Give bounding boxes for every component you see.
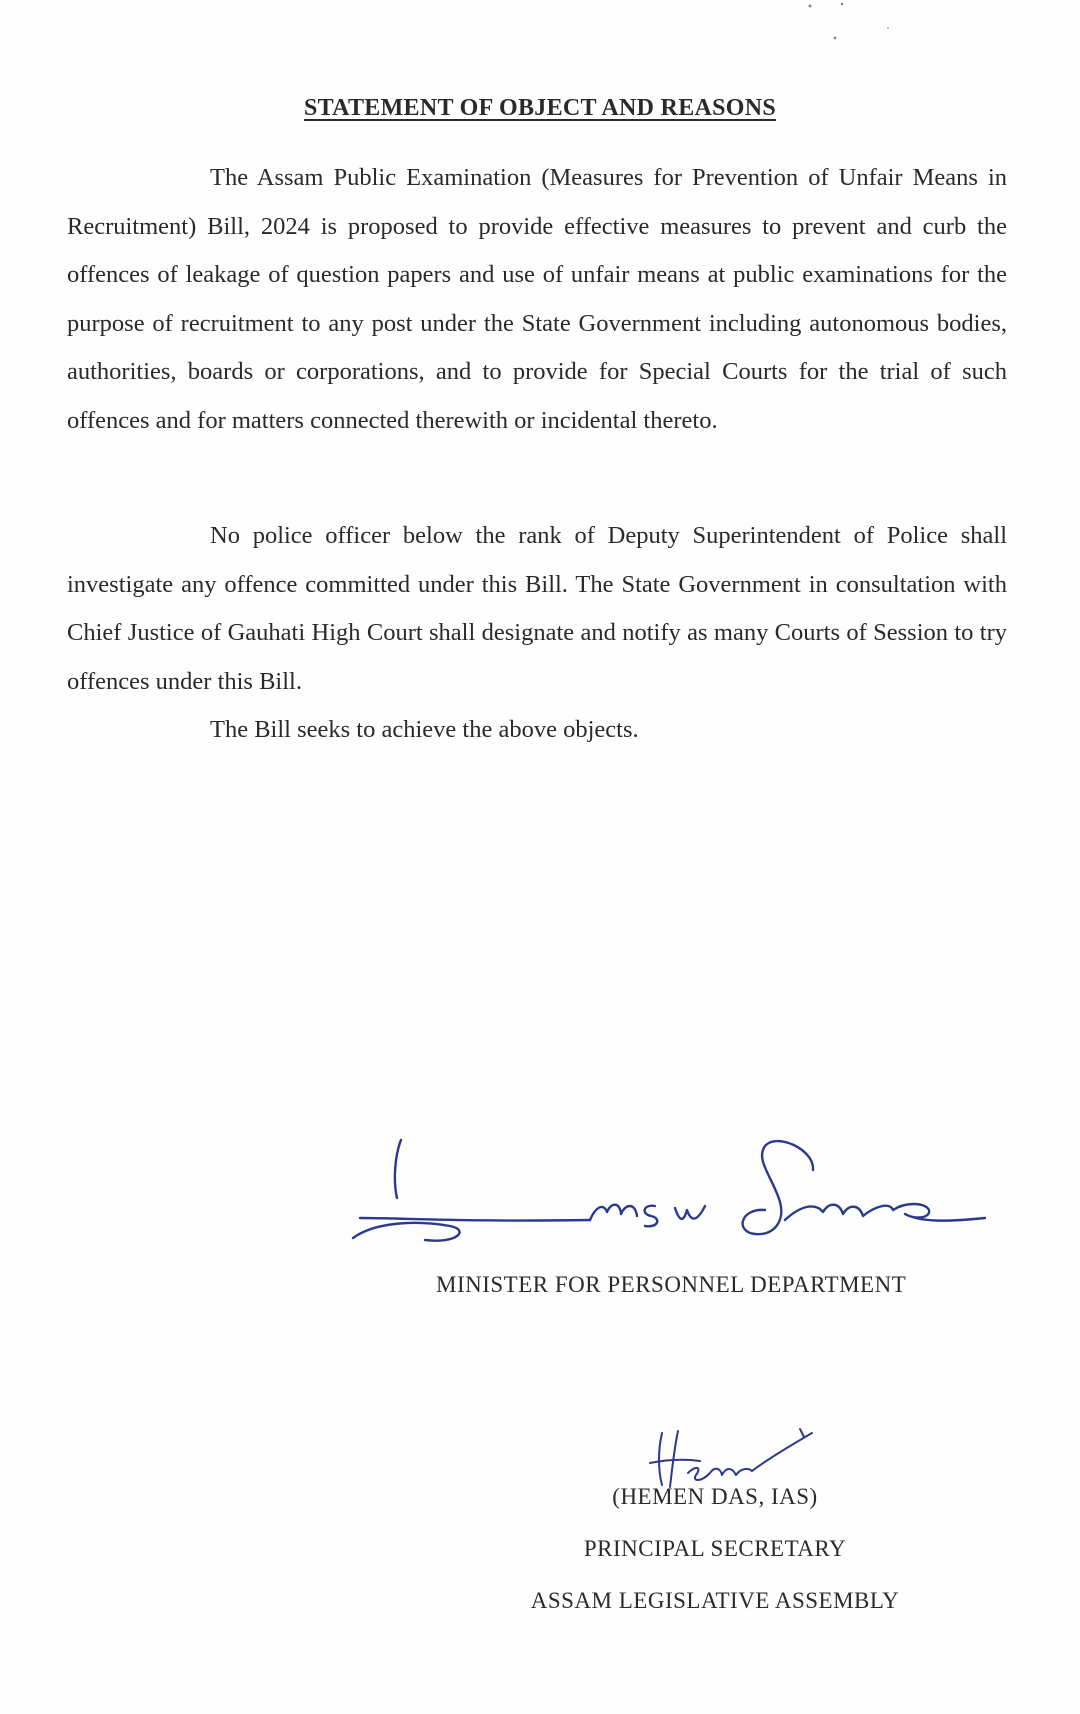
paragraph-investigation: No police officer below the rank of Deputy Superintendent of Police shall investigate any offence committed under this Bill. The State Government in consultation with Chief Justice of Gauhati High Court shall designate and notify as many Courts of Session to try offences under this Bill.: [67, 522, 1007, 695]
officer-designation: PRINCIPAL SECRETARY: [583, 1536, 847, 1561]
minister-signature: [345, 1110, 1045, 1260]
paragraph-objects: The Bill seeks to achieve the above objects.: [210, 716, 639, 743]
officer-name: (HEMEN DAS, IAS): [612, 1484, 818, 1509]
document-title: [0, 95, 1080, 122]
paragraph-purpose: The Assam Public Examination (Measures for Prevention of Unfair Means in Recruitment) Bill, 2024 is proposed to provide effective measures to prevent and curb the offences of leakage of question papers and use of unfair means at public examinations for the purpose of recruitment to any post under the State Government including autonomous bodies, authorities, boards or corporations, and to provide for Special Courts for the trial of such offences and for matters connected therewith or incidental thereto.: [67, 164, 1007, 434]
officer-office: ASSAM LEGISLATIVE ASSEMBLY: [530, 1588, 900, 1613]
minister-designation: MINISTER FOR PERSONNEL DEPARTMENT: [436, 1272, 907, 1297]
title-text: STATEMENT OF OBJECT AND REASONS: [303, 95, 777, 121]
scan-specks: [780, 0, 900, 50]
